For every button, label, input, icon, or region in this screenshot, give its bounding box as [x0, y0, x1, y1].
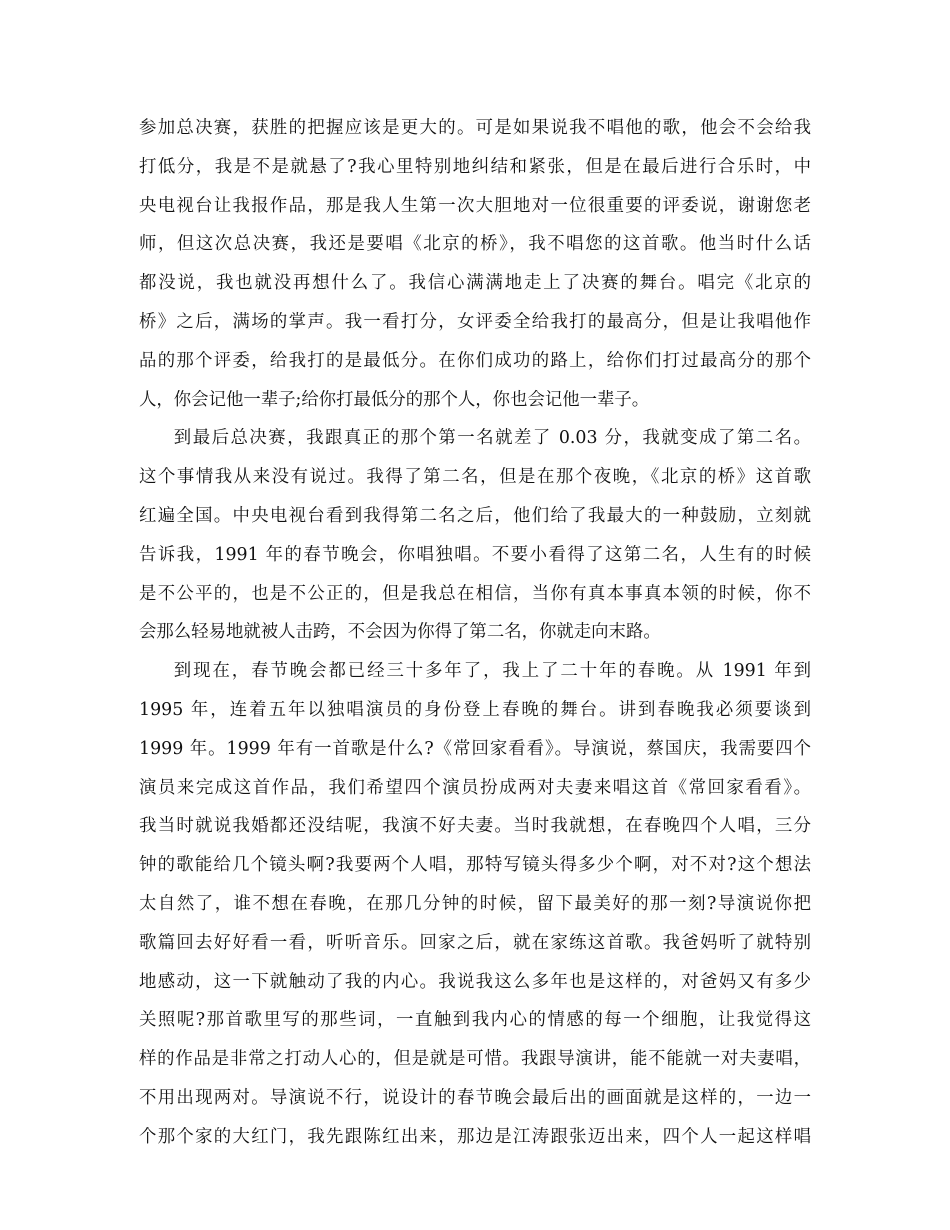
text-line: 打低分，我是不是就悬了?我心里特别地纠结和紧张，但是在最后进行合乐时，中 — [139, 156, 811, 177]
text-line: 央电视台让我报作品，那是我人生第一次大胆地对一位很重要的评委说，谢谢您老 — [139, 195, 811, 216]
text-line: 1995 年，连着五年以独唱演员的身份登上春晚的舞台。讲到春晚我必须要谈到 — [139, 699, 811, 720]
paragraph-3 — [139, 652, 811, 1156]
text-line: 个那个家的大红门，我先跟陈红出来，那边是江涛跟张迈出来，四个人一起这样唱 — [139, 1126, 811, 1147]
text-line: 我当时就说我婚都还没结呢，我演不好夫妻。当时我就想，在春晚四个人唱，三分 — [139, 816, 811, 837]
text-line: 人，你会记他一辈子;给你打最低分的那个人，你也会记他一辈子。 — [139, 389, 650, 410]
text-line: 桥》之后，满场的掌声。我一看打分，女评委全给我打的最高分，但是让我唱他作 — [139, 311, 811, 332]
text-line: 关照呢?那首歌里写的那些词，一直触到我内心的情感的每一个细胞，让我觉得这 — [139, 1010, 811, 1031]
text-line: 师，但这次总决赛，我还是要唱《北京的桥》，我不唱您的这首歌。他当时什么话 — [139, 234, 811, 255]
text-line: 1999 年。1999 年有一首歌是什么?《常回家看看》。导演说，蔡国庆，我需要四个 — [139, 738, 811, 759]
text-line: 品的那个评委，给我打的是最低分。在你们成功的路上，给你们打过最高分的那个 — [139, 350, 811, 371]
text-line: 样的作品是非常之打动人心的，但是就是可惜。我跟导演讲，能不能就一对夫妻唱， — [139, 1049, 811, 1070]
text-line: 是不公平的，也是不公正的，但是我总在相信，当你有真本事真本领的时候，你不 — [139, 583, 811, 604]
text-line: 这个事情我从来没有说过。我得了第二名，但是在那个夜晚，《北京的桥》这首歌 — [139, 467, 811, 488]
text-line: 钟的歌能给几个镜头啊?我要两个人唱，那特写镜头得多少个啊，对不对?这个想法 — [139, 855, 811, 876]
text-line: 不用出现两对。导演说不行，说设计的春节晚会最后出的画面就是这样的，一边一 — [139, 1087, 811, 1108]
article-body — [139, 109, 811, 1157]
text-line: 到最后总决赛，我跟真正的那个第一名就差了 0.03 分，我就变成了第二名。 — [173, 428, 811, 449]
text-line: 参加总决赛，获胜的把握应该是更大的。可是如果说我不唱他的歌，他会不会给我 — [139, 118, 811, 138]
paragraph-1 — [139, 109, 811, 419]
text-line: 到现在，春节晚会都已经三十多年了，我上了二十年的春晚。从 1991 年到 — [173, 661, 811, 682]
text-line: 红遍全国。中央电视台看到我得第二名之后，他们给了我最大的一种鼓励，立刻就 — [139, 505, 811, 526]
text-line: 告诉我，1991 年的春节晚会，你唱独唱。不要小看得了这第二名，人生有的时候 — [139, 544, 811, 565]
text-line: 太自然了，谁不想在春晚，在那几分钟的时候，留下最美好的那一刻?导演说你把 — [139, 893, 811, 914]
text-line: 歌篇回去好好看一看，听听音乐。回家之后，就在家练这首歌。我爸妈听了就特别 — [139, 932, 811, 953]
text-line: 都没说，我也就没再想什么了。我信心满满地走上了决赛的舞台。唱完《北京的 — [139, 273, 811, 294]
text-line: 演员来完成这首作品，我们希望四个演员扮成两对夫妻来唱这首《常回家看看》。 — [139, 777, 811, 798]
text-line: 地感动，这一下就触动了我的内心。我说我这么多年也是这样的，对爸妈又有多少 — [139, 971, 811, 992]
paragraph-2 — [139, 419, 811, 652]
text-line: 会那么轻易地就被人击跨，不会因为你得了第二名，你就走向末路。 — [139, 622, 661, 643]
